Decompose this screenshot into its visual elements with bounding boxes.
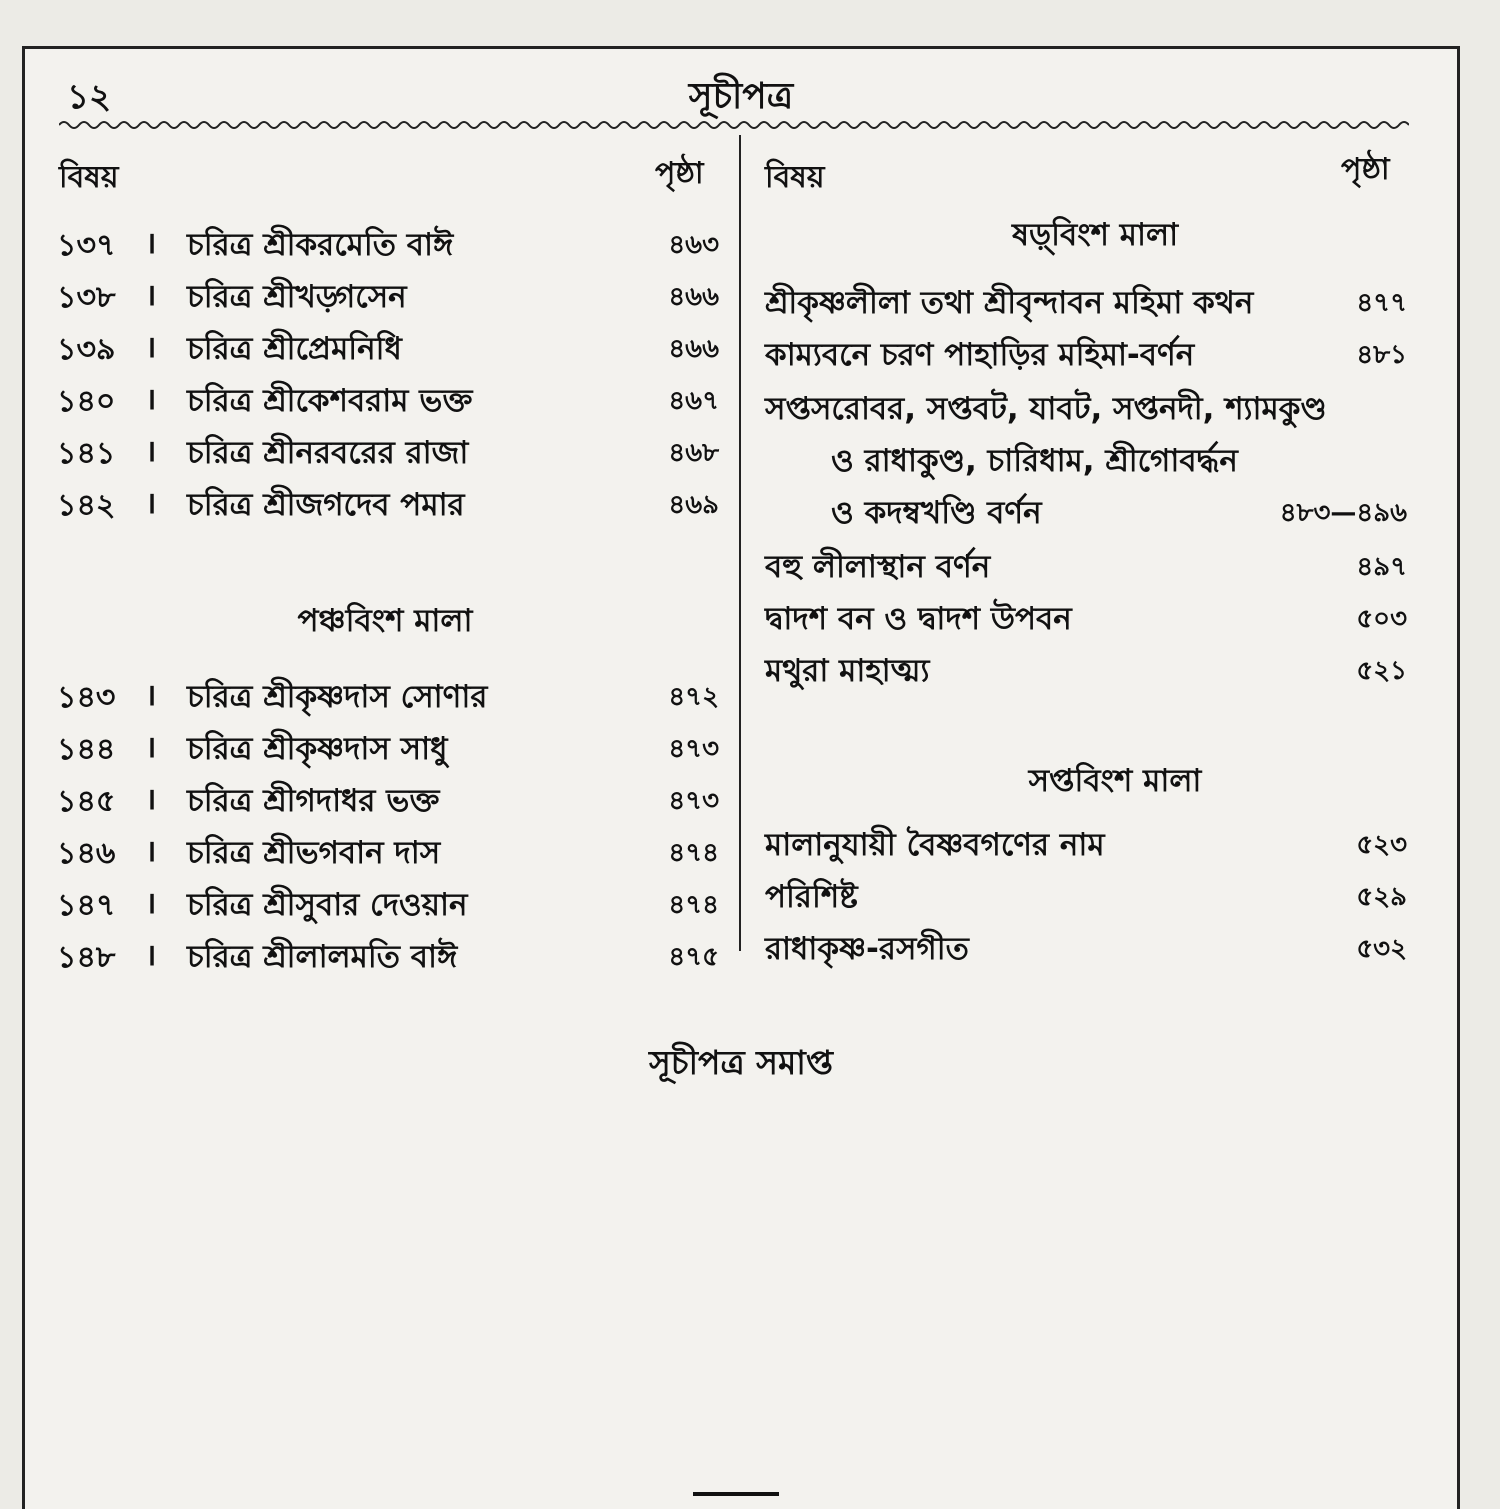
page-number: ১২ [67, 77, 112, 117]
entry-page: ৪৭৫ [668, 942, 719, 972]
danda: । [145, 278, 157, 313]
entry-title-line-3: ও কদম্বখণ্ডি বর্ণন [831, 495, 1042, 531]
entry-number: ১৪১ [57, 436, 116, 471]
toc-entry [57, 725, 719, 773]
danda: । [145, 886, 157, 921]
entry-page: ৫৩২ [1356, 934, 1407, 964]
danda: । [145, 782, 157, 817]
entry-title: চরিত্র শ্রীনরবরের রাজা [187, 435, 469, 471]
entry-title: বহু লীলাস্থান বর্ণন [765, 549, 991, 585]
entry-title: চরিত্র শ্রীলালমতি বাঈ [187, 939, 458, 975]
entry-page-range: ৪৮৩—৪৯৬ [1279, 498, 1407, 528]
document-page [22, 46, 1460, 1509]
toc-entry [57, 777, 719, 825]
entry-page: ৫২৩ [1356, 830, 1407, 860]
entry-number: ১৪৪ [57, 732, 116, 767]
entry-number: ১৩৯ [57, 332, 116, 367]
entry-page: ৪৭২ [668, 682, 719, 712]
entry-number: ১৪০ [57, 384, 116, 419]
entry-page: ৪৭৪ [668, 890, 719, 920]
wavy-rule-divider [59, 119, 1409, 131]
column-divider [739, 135, 741, 951]
entry-title: চরিত্র শ্রীকরমেতি বাঈ [187, 227, 454, 263]
entry-page: ৪৬৬ [668, 282, 719, 312]
entry-number: ১৪৫ [57, 784, 116, 819]
entry-title: মথুরা মাহাত্ম্য [765, 653, 930, 689]
toc-entry [765, 331, 1407, 379]
entry-page: ৪৬৭ [668, 386, 719, 416]
entry-title: দ্বাদশ বন ও দ্বাদশ উপবন [765, 601, 1072, 637]
right-subject-label: বিষয় [765, 160, 825, 195]
entry-title: চরিত্র শ্রীকৃষ্ণদাস সোণার [187, 679, 488, 715]
entry-title: চরিত্র শ্রীপ্রেমনিধি [187, 331, 402, 367]
entry-page: ৪৬৯ [668, 490, 719, 520]
toc-entry [57, 829, 719, 877]
entry-page: ৪৬৮ [668, 438, 719, 468]
entry-title: পরিশিষ্ট [765, 879, 858, 915]
toc-entry-multiline-cont [765, 437, 1407, 485]
entry-page: ৪৭৭ [1356, 288, 1407, 318]
entry-title: মালানুযায়ী বৈষ্ণবগণের নাম [765, 827, 1105, 863]
section-heading-25: পঞ্চবিংশ মালা [297, 603, 473, 639]
entry-title: শ্রীকৃষ্ণলীলা তথা শ্রীবৃন্দাবন মহিমা কথন [765, 285, 1254, 321]
danda: । [145, 434, 157, 469]
entry-number: ১৪২ [57, 488, 116, 523]
entry-page: ৪৬৩ [668, 230, 719, 260]
entry-page: ৪৭৪ [668, 838, 719, 868]
toc-entry [765, 821, 1407, 869]
danda: । [145, 730, 157, 765]
entry-number: ১৪৬ [57, 836, 116, 871]
entry-page: ৫২৯ [1356, 882, 1407, 912]
danda: । [145, 330, 157, 365]
entry-title: চরিত্র শ্রীগদাধর ভক্ত [187, 783, 440, 819]
entry-title: চরিত্র শ্রীকেশবরাম ভক্ত [187, 383, 473, 419]
entry-page: ৪৯৭ [1356, 552, 1407, 582]
entry-page: ৫০৩ [1356, 604, 1407, 634]
entry-title: চরিত্র শ্রীভগবান দাস [187, 835, 441, 871]
entry-number: ১৪৭ [57, 888, 116, 923]
right-page-label: পৃষ্ঠা [1341, 152, 1390, 187]
entry-number: ১৩৮ [57, 280, 116, 315]
toc-entry [57, 933, 719, 981]
closing-text: সূচীপত্র সমাপ্ত [649, 1043, 833, 1082]
danda: । [145, 938, 157, 973]
toc-entry [57, 273, 719, 321]
left-subject-label: বিষয় [59, 160, 119, 195]
danda: । [145, 834, 157, 869]
danda: । [145, 226, 157, 261]
danda: । [145, 678, 157, 713]
toc-entry [765, 925, 1407, 973]
toc-entry [57, 429, 719, 477]
entry-title-line-1: সপ্তসরোবর, সপ্তবট, যাবট, সপ্তনদী, শ্যামকুণ্ড [765, 391, 1327, 427]
entry-page: ৫২১ [1356, 656, 1407, 686]
entry-title: চরিত্র শ্রীকৃষ্ণদাস সাধু [187, 731, 448, 767]
entry-page: ৪৭৩ [668, 734, 719, 764]
toc-entry [57, 673, 719, 721]
danda: । [145, 486, 157, 521]
danda: । [145, 382, 157, 417]
entry-title: চরিত্র শ্রীখড়্গসেন [187, 279, 407, 315]
toc-entry [765, 543, 1407, 591]
toc-entry [765, 647, 1407, 695]
section-heading-26: ষড়্‌বিংশ মালা [1011, 217, 1179, 253]
toc-entry [57, 221, 719, 269]
entry-title: চরিত্র শ্রীজগদেব পমার [187, 487, 465, 523]
entry-title: রাধাকৃষ্ণ-রসগীত [765, 931, 969, 967]
toc-entry [765, 595, 1407, 643]
entry-title: চরিত্র শ্রীসুবার দেওয়ান [187, 887, 468, 923]
entry-page: ৪৬৬ [668, 334, 719, 364]
left-page-label: পৃষ্ঠা [655, 156, 704, 191]
toc-entry [765, 873, 1407, 921]
entry-number: ১৪৩ [57, 680, 116, 715]
toc-entry [57, 881, 719, 929]
end-rule [693, 1492, 779, 1496]
entry-page: ৪৮১ [1356, 340, 1407, 370]
toc-entry-multiline-cont [765, 489, 1407, 537]
page-title: সূচীপত্র [688, 76, 794, 117]
entry-title: কাম্যবনে চরণ পাহাড়ির মহিমা-বর্ণন [765, 337, 1195, 373]
toc-entry [57, 377, 719, 425]
entry-number: ১৩৭ [57, 228, 116, 263]
entry-page: ৪৭৩ [668, 786, 719, 816]
entry-title-line-2: ও রাধাকুণ্ড, চারিধাম, শ্রীগোবর্দ্ধন [831, 443, 1238, 479]
toc-entry [765, 279, 1407, 327]
section-heading-27: সপ্তবিংশ মালা [1028, 763, 1202, 799]
entry-number: ১৪৮ [57, 940, 116, 975]
toc-entry-multiline [765, 385, 1407, 433]
toc-entry [57, 481, 719, 529]
toc-entry [57, 325, 719, 373]
